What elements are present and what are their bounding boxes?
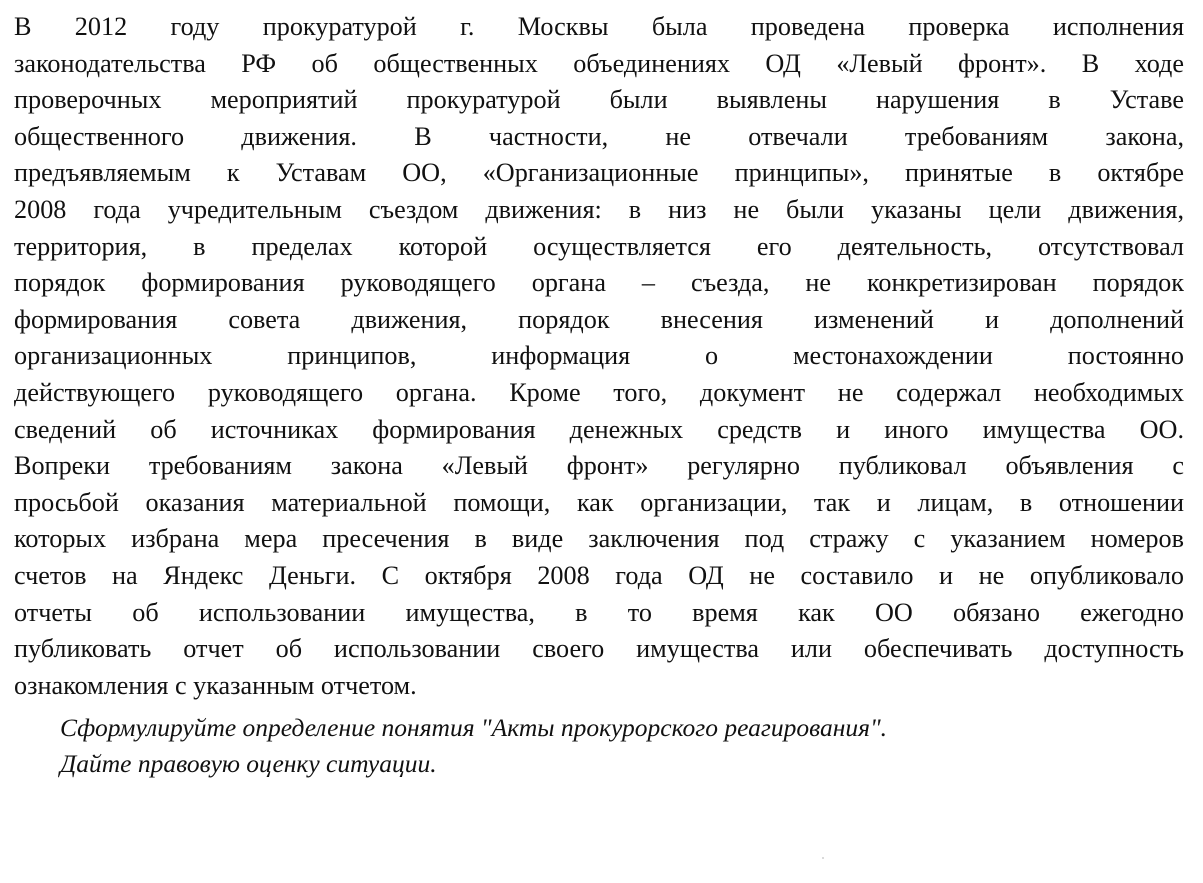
paragraph-line: которых избрана мера пресечения в виде заключения под стражу с указанием номеров [14,524,1184,554]
scan-speck [822,857,824,859]
task-block [14,710,1184,782]
paragraph-line: 2008 года учредительным съездом движения: в низ не были указаны цели движения, [14,194,1184,224]
paragraph-line: проверочных мероприятий прокуратурой были выявлены нарушения в Уставе [14,85,1184,115]
paragraph-line: В 2012 году прокуратурой г. Москвы была проведена проверка исполнения [14,12,1184,41]
paragraph-line: действующего руководящего органа. Кроме того, документ не содержал необходимых [14,377,1184,407]
paragraph-line: сведений об источниках формирования денежных средств и иного имущества ОО. [14,414,1184,444]
paragraph-line: предъявляемым к Уставам ОО, «Организационные принципы», принятые в октябре [14,158,1184,188]
paragraph-line: организационных принципов, информация о местонахождении постоянно [14,341,1184,371]
paragraph-line: формирования совета движения, порядок внесения изменений и дополнений [14,304,1184,334]
paragraph-line: общественного движения. В частности, не отвечали требованиям закона, [14,121,1184,151]
task-definition-line: Сформулируйте определение понятия "Акты прокурорского реагирования". [60,713,888,743]
paragraph-line: отчеты об использовании имущества, в то время как ОО обязано ежегодно [14,597,1184,627]
paragraph-line: Вопреки требованиям закона «Левый фронт» регулярно публиковал объявления с [14,451,1184,481]
task-assessment-line: Дайте правовую оценку ситуации. [60,749,437,779]
paragraph-line: законодательства РФ об общественных объединениях ОД «Левый фронт». В ходе [14,48,1184,78]
paragraph-line: ознакомления с указанным отчетом. [14,670,417,700]
case-paragraph [14,0,1184,704]
paragraph-line: счетов на Яндекс Деньги. С октября 2008 года ОД не составило и не опубликовало [14,560,1184,590]
paragraph-line: публиковать отчет об использовании своего имущества или обеспечивать доступность [14,634,1184,664]
paragraph-line: порядок формирования руководящего органа – съезда, не конкретизирован порядок [14,268,1184,298]
paragraph-line: просьбой оказания материальной помощи, как организации, так и лицам, в отношении [14,487,1184,517]
paragraph-line: территория, в пределах которой осуществляется его деятельность, отсутствовал [14,231,1184,261]
document-page [14,0,1184,883]
